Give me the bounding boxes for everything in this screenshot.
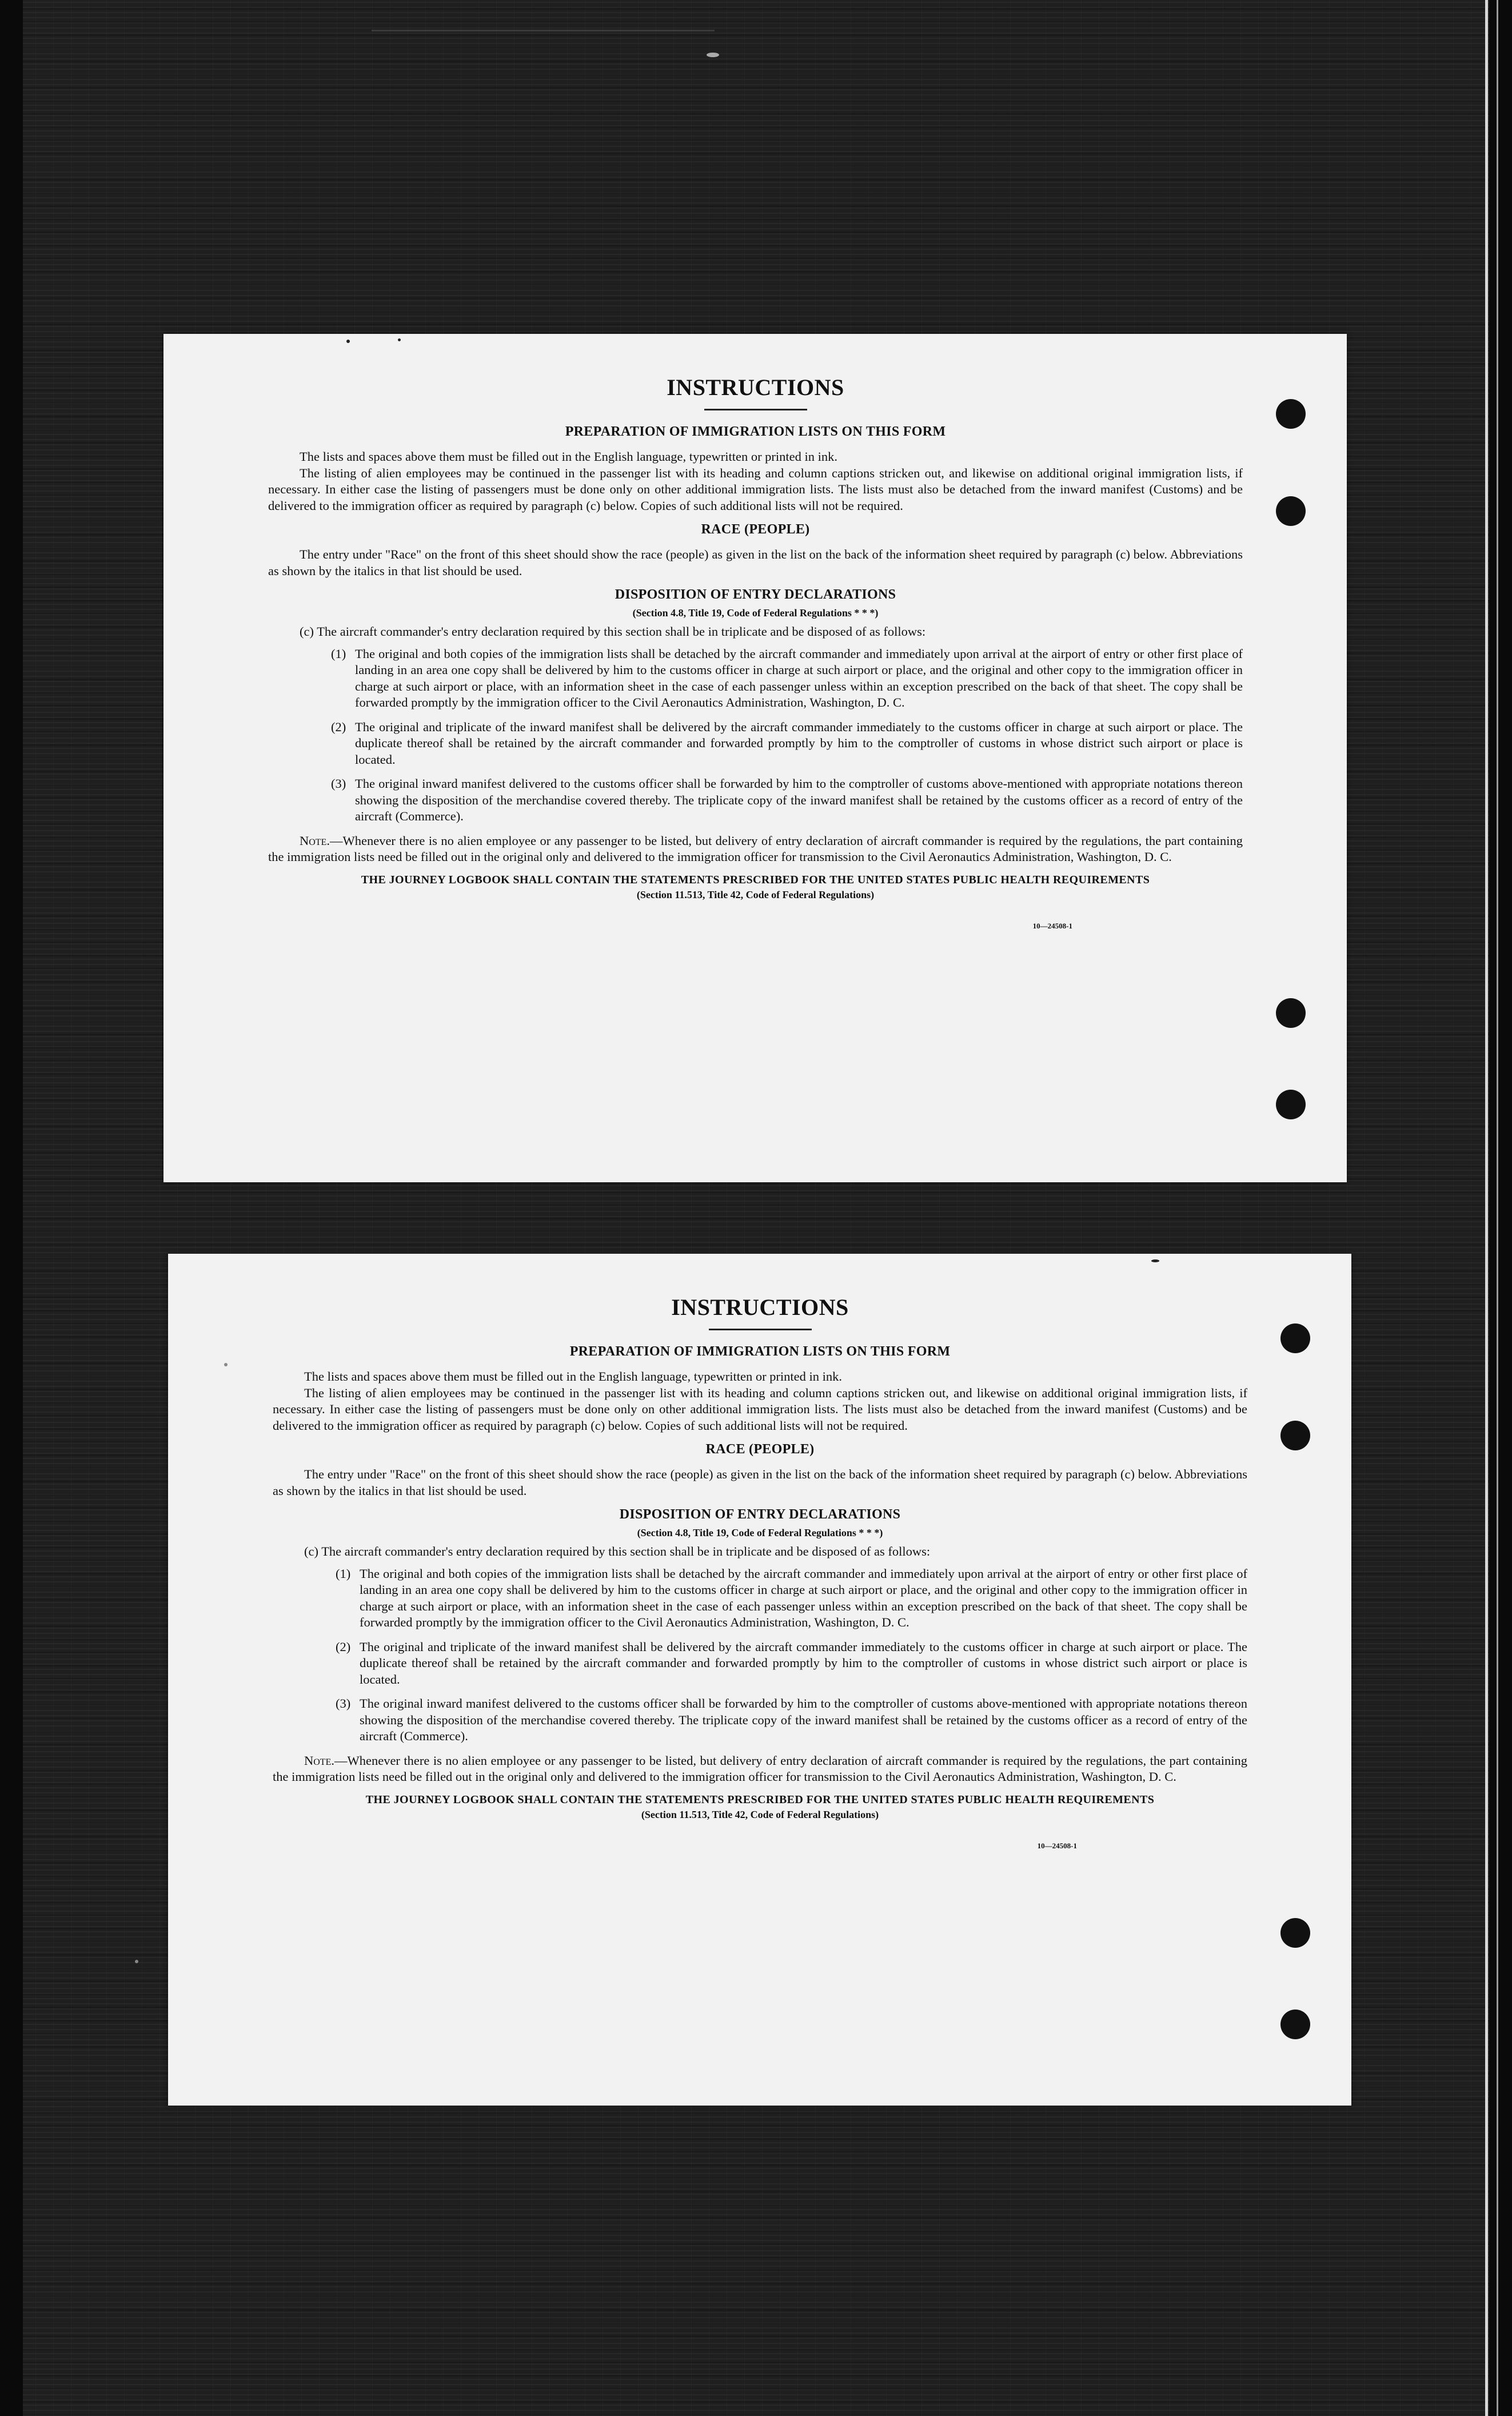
item-text: The original and both copies of the immigration lists shall be detached by the aircraft commander and immediately upon arrival at the airport of entry or other first place of landing in an area one copy shall be delivered by him to the customs officer in charge at such airport or place, and the original and other copy to the immigration officer in charge at such airport or place, with an information sheet in the case of each passenger unless within an exception prescribed on the back of that sheet. The copy shall be forwarded promptly by the immigration officer to the Civil Aeronautics Administration, Washington, D. C.: [360, 1566, 1247, 1629]
disposition-item: [268, 719, 1243, 768]
punch-hole: [1276, 496, 1306, 526]
note-label: Note.: [300, 833, 330, 848]
sheet-2-content: [273, 1294, 1247, 1851]
disposition-item: [268, 776, 1243, 825]
punch-hole: [1276, 998, 1306, 1028]
title-rule: [704, 409, 807, 410]
preparation-heading: PREPARATION OF IMMIGRATION LISTS ON THIS FORM: [565, 424, 946, 439]
disposition-item: [268, 646, 1243, 711]
instructions-title: INSTRUCTIONS: [671, 1294, 849, 1320]
disposition-citation: (Section 4.8, Title 19, Code of Federal Regulations * * *): [632, 607, 879, 619]
film-scratch: [372, 30, 715, 31]
disposition-item: [273, 1566, 1247, 1631]
race-paragraph: The entry under "Race" on the front of this sheet should show the race (people) as given in the list on the back of the information sheet required by paragraph (c) below. Abbreviations as shown by the italics in that list should be used.: [268, 547, 1243, 578]
film-edge-line: [1485, 0, 1488, 2416]
form-code: 10—24508-1: [1037, 1841, 1077, 1850]
note-paragraph: [268, 833, 1243, 866]
title-rule: [709, 1329, 812, 1330]
preparation-heading: PREPARATION OF IMMIGRATION LISTS ON THIS FORM: [569, 1344, 951, 1359]
disposition-citation: (Section 4.8, Title 19, Code of Federal Regulations * * *): [637, 1527, 883, 1538]
preparation-paragraph-2: The listing of alien employees may be continued in the passenger list with its heading and column captions stricken out, and likewise on additional original immigration lists, if necessary. In either case the listing of passengers must be done only on other additional immigration lists. The lists must also be detached from the inward manifest (Customs) and be delivered to the immigration officer as required by paragraph (c) below. Copies of such additional lists will not be required.: [273, 1385, 1247, 1433]
item-text: The original inward manifest delivered to the customs officer shall be forwarded by him to the comptroller of customs above-mentioned with appropriate notations thereon showing the disposition of the merchandise covered thereby. The triplicate copy of the inward manifest shall be retained by the customs officer as a record of entry of the aircraft (Commerce).: [360, 1696, 1247, 1743]
item-text: The original and both copies of the immigration lists shall be detached by the aircraft commander and immediately upon arrival at the airport of entry or other first place of landing in an area one copy shall be delivered by him to the customs officer in charge at such airport or place, and the original and other copy to the immigration officer in charge at such airport or place, with an information sheet in the case of each passenger unless within an exception prescribed on the back of that sheet. The copy shall be forwarded promptly by the immigration officer to the Civil Aeronautics Administration, Washington, D. C.: [355, 646, 1243, 709]
item-number: (2): [336, 1639, 351, 1654]
preparation-paragraph-1: The lists and spaces above them must be filled out in the English language, typewritten or printed in ink.: [300, 449, 838, 464]
race-heading: RACE (PEOPLE): [701, 522, 810, 537]
film-edge-line: [1497, 0, 1498, 2416]
item-number: (3): [331, 776, 346, 791]
film-speck: [135, 1960, 138, 1963]
punch-hole: [1280, 2010, 1310, 2039]
disposition-lead: (c) The aircraft commander's entry declaration required by this section shall be in triplicate and be disposed of as follows:: [304, 1544, 931, 1558]
disposition-heading: DISPOSITION OF ENTRY DECLARATIONS: [615, 587, 896, 602]
item-text: The original and triplicate of the inward manifest shall be delivered by the aircraft commander immediately to the customs officer in charge at such airport or place. The duplicate thereof shall be retained by the aircraft commander and forwarded promptly by him to the comptroller of customs in whose district such airport or place is located.: [355, 719, 1243, 767]
preparation-paragraph-1: The lists and spaces above them must be filled out in the English language, typewritten or printed in ink.: [304, 1369, 843, 1384]
disposition-lead: (c) The aircraft commander's entry declaration required by this section shall be in triplicate and be disposed of as follows:: [300, 624, 926, 639]
note-text: —Whenever there is no alien employee or any passenger to be listed, but delivery of entry declaration of aircraft commander is required by the regulations, the part containing the immigration lists need be filled out in the original only and delivered to the immigration officer for transmission to the Civil Aeronautics Administration, Washington, D. C.: [268, 833, 1243, 864]
disposition-item: [273, 1696, 1247, 1745]
item-text: The original inward manifest delivered to the customs officer shall be forwarded by him to the comptroller of customs above-mentioned with appropriate notations thereon showing the disposition of the merchandise covered thereby. The triplicate copy of the inward manifest shall be retained by the customs officer as a record of entry of the aircraft (Commerce).: [355, 776, 1243, 823]
fleck: [398, 338, 401, 341]
film-speck: [707, 53, 719, 57]
item-number: (1): [331, 646, 346, 661]
item-number: (1): [336, 1566, 351, 1581]
fleck: [346, 340, 350, 343]
item-number: (3): [336, 1696, 351, 1711]
punch-hole: [1280, 1918, 1310, 1948]
disposition-item: [273, 1639, 1247, 1688]
note-paragraph: [273, 1753, 1247, 1785]
disposition-heading: DISPOSITION OF ENTRY DECLARATIONS: [619, 1507, 901, 1522]
punch-hole: [1280, 1323, 1310, 1353]
preparation-paragraph-2: The listing of alien employees may be continued in the passenger list with its heading and column captions stricken out, and likewise on additional original immigration lists, if necessary. In either case the listing of passengers must be done only on other additional immigration lists. The lists must also be detached from the inward manifest (Customs) and be delivered to the immigration officer as required by paragraph (c) below. Copies of such additional lists will not be required.: [268, 465, 1243, 513]
instruction-sheet-2: [168, 1254, 1351, 2106]
note-text: —Whenever there is no alien employee or any passenger to be listed, but delivery of entry declaration of aircraft commander is required by the regulations, the part containing the immigration lists need be filled out in the original only and delivered to the immigration officer for transmission to the Civil Aeronautics Administration, Washington, D. C.: [273, 1753, 1247, 1784]
film-edge-left: [0, 0, 23, 2416]
film-speck: [224, 1363, 228, 1366]
race-paragraph: The entry under "Race" on the front of this sheet should show the race (people) as given in the list on the back of the information sheet required by paragraph (c) below. Abbreviations as shown by the italics in that list should be used.: [273, 1467, 1247, 1498]
punch-hole: [1276, 1090, 1306, 1119]
film-edge-right: [1489, 0, 1512, 2416]
journey-citation: (Section 11.513, Title 42, Code of Federal Regulations): [641, 1808, 879, 1820]
instruction-sheet-1: [163, 334, 1347, 1182]
punch-hole: [1280, 1421, 1310, 1450]
sheet-1-content: [268, 374, 1243, 931]
journey-requirement: THE JOURNEY LOGBOOK SHALL CONTAIN THE STATEMENTS PRESCRIBED FOR THE UNITED STATES PUBLIC HEALTH REQUIREMENTS: [361, 873, 1150, 886]
item-number: (2): [331, 719, 346, 734]
journey-citation: (Section 11.513, Title 42, Code of Federal Regulations): [636, 888, 875, 900]
punch-hole: [1276, 399, 1306, 429]
form-code: 10—24508-1: [1032, 921, 1072, 930]
instructions-title: INSTRUCTIONS: [667, 374, 844, 400]
fleck: [1151, 1259, 1159, 1262]
journey-requirement: THE JOURNEY LOGBOOK SHALL CONTAIN THE STATEMENTS PRESCRIBED FOR THE UNITED STATES PUBLIC HEALTH REQUIREMENTS: [365, 1793, 1155, 1806]
item-text: The original and triplicate of the inward manifest shall be delivered by the aircraft commander immediately to the customs officer in charge at such airport or place. The duplicate thereof shall be retained by the aircraft commander and forwarded promptly by him to the comptroller of customs in whose district such airport or place is located.: [360, 1639, 1247, 1687]
race-heading: RACE (PEOPLE): [705, 1442, 815, 1457]
note-label: Note.: [304, 1753, 334, 1768]
